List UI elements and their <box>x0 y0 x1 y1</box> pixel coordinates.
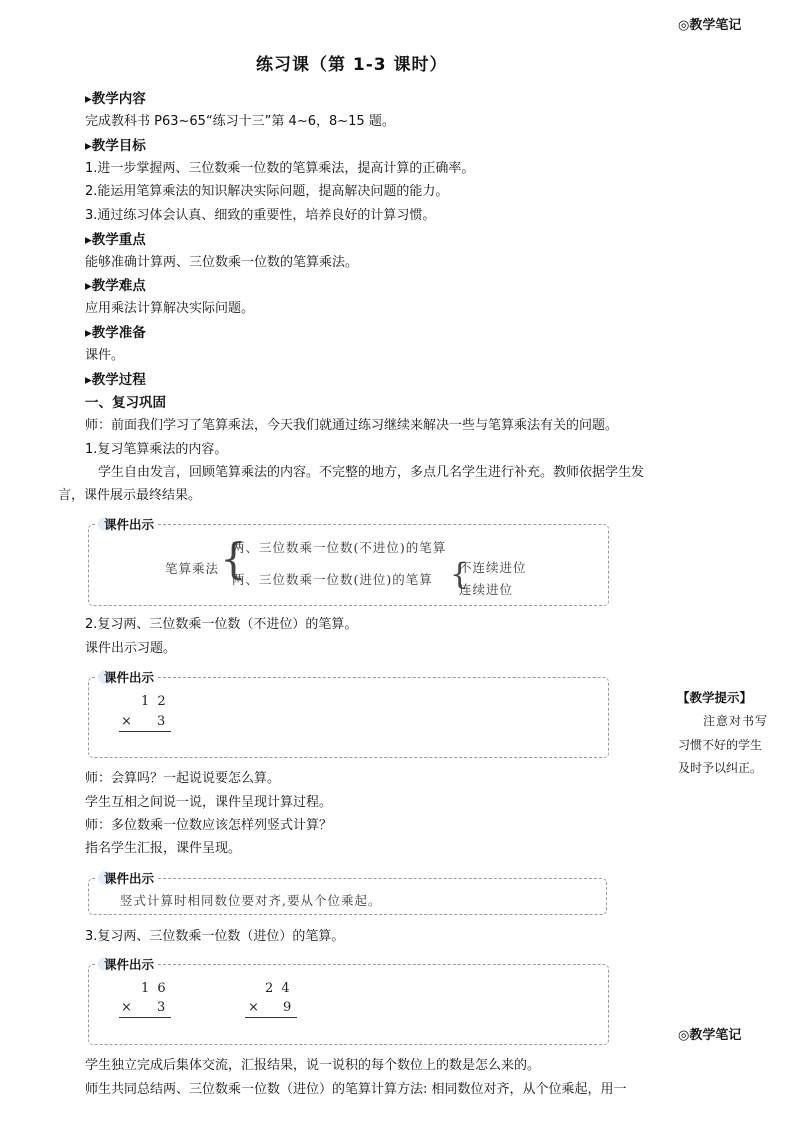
process-heading: ▸教学过程 <box>85 372 146 388</box>
key-text: 能够准确计算两、三位数乘一位数的笔算乘法。 <box>85 255 359 270</box>
paragraph-1b: 言，课件展示最终结果。 <box>58 488 202 503</box>
courseware-box-2 <box>88 677 609 758</box>
goal-2: 2.能运用笔算乘法的知识解决实际问题，提高解决问题的能力。 <box>85 184 449 199</box>
diagram-sub-2: 连续进位 <box>459 582 514 597</box>
review-item-3: 3.复习两、三位数乘一位数（进位）的笔算。 <box>85 929 345 944</box>
goal-heading: ▸教学目标 <box>85 138 146 154</box>
key-heading: ▸教学重点 <box>85 232 146 248</box>
student-line-3: 指名学生汇报，课件呈现。 <box>85 841 242 856</box>
review-item-2: 2.复习两、三位数乘一位数（不进位）的笔算。 <box>85 617 358 632</box>
courseware-box-4 <box>88 964 609 1045</box>
times-sign-a: × <box>121 1000 132 1015</box>
student-line-2: 学生互相之间说一说，课件呈现计算过程。 <box>85 795 333 810</box>
paragraph-1a: 学生自由发言，回顾笔算乘法的内容。不完整的地方，多点几名学生进行补充。教师依据学生发 <box>98 465 645 480</box>
teacher-line-1: 师：前面我们学习了笔算乘法，今天我们就通过练习继续来解决一些与笔算乘法有关的问题。 <box>85 418 619 433</box>
courseware-label-3: 课件出示 <box>95 869 157 887</box>
tip-line-1: 注意对书写 <box>703 714 769 728</box>
calc-24-top: 2 4 <box>265 981 292 996</box>
diagram-branch-1: 两、三位数乘一位数(不进位)的笔算 <box>232 540 447 555</box>
tip-line-2: 习惯不好的学生 <box>678 738 763 752</box>
calc-16-bottom: 3 <box>157 1000 166 1015</box>
paragraph-5: 师生共同总结两、三位数乘一位数（进位）的笔算计算方法: 相同数位对齐，从个位乘起，用一 <box>85 1082 627 1097</box>
calc-line-b <box>245 1017 297 1018</box>
courseware-label-2: 课件出示 <box>95 668 157 686</box>
difficulty-heading: ▸教学难点 <box>85 278 146 294</box>
tip-line-3: 及时予以纠正。 <box>678 761 763 775</box>
difficulty-text: 应用乘法计算解决实际问题。 <box>85 301 255 316</box>
diagram-root: 笔算乘法 <box>165 561 220 576</box>
times-sign-b: × <box>248 1000 259 1015</box>
prep-text: 课件。 <box>85 348 125 363</box>
courseware-label-1: 课件出示 <box>95 515 157 533</box>
content-heading: ▸教学内容 <box>85 91 146 107</box>
goal-3: 3.通过练习体会认真、细致的重要性，培养良好的计算习惯。 <box>85 208 436 223</box>
tip-title: 【教学提示】 <box>677 690 753 705</box>
review-item-2b: 课件出示习题。 <box>85 641 177 656</box>
teaching-notes-label-top: ◎教学笔记 <box>678 18 742 33</box>
times-sign: × <box>121 714 132 729</box>
page-title: 练习课（第 1-3 课时） <box>256 55 448 75</box>
teacher-line-3: 师：多位数乘一位数应该怎样列竖式计算？ <box>85 818 333 833</box>
teacher-line-2: 师：会算吗？一起说说要怎么算。 <box>85 771 281 786</box>
diagram-branch-2: 两、三位数乘一位数(进位)的笔算 <box>232 572 433 587</box>
part1-title: 一、复习巩固 <box>85 395 166 411</box>
prep-heading: ▸教学准备 <box>85 325 146 341</box>
calc-12-bottom: 3 <box>157 714 166 729</box>
calc-line-a <box>119 1017 171 1018</box>
review-item-1: 1.复习笔算乘法的内容。 <box>85 442 228 457</box>
brace-left: { <box>220 534 247 583</box>
teaching-notes-label-mid: ◎教学笔记 <box>678 1028 742 1043</box>
diagram-sub-1: 不连续进位 <box>459 560 527 575</box>
calc-24-bottom: 9 <box>283 1000 292 1015</box>
calc-16-top: 1 6 <box>141 981 168 996</box>
goal-1: 1.进一步掌握两、三位数乘一位数的笔算乘法，提高计算的正确率。 <box>85 161 475 176</box>
courseware-label-4: 课件出示 <box>95 955 157 973</box>
calc-line <box>119 731 171 732</box>
rule-text: 竖式计算时相同数位要对齐,要从个位乘起。 <box>120 893 382 908</box>
content-text: 完成教科书 P63~65“练习十三”第 4~6，8~15 题。 <box>85 114 395 129</box>
paragraph-4: 学生独立完成后集体交流，汇报结果，说一说积的每个数位上的数是怎么来的。 <box>85 1058 541 1073</box>
brace-right: { <box>450 557 470 592</box>
calc-12-top: 1 2 <box>141 694 168 709</box>
